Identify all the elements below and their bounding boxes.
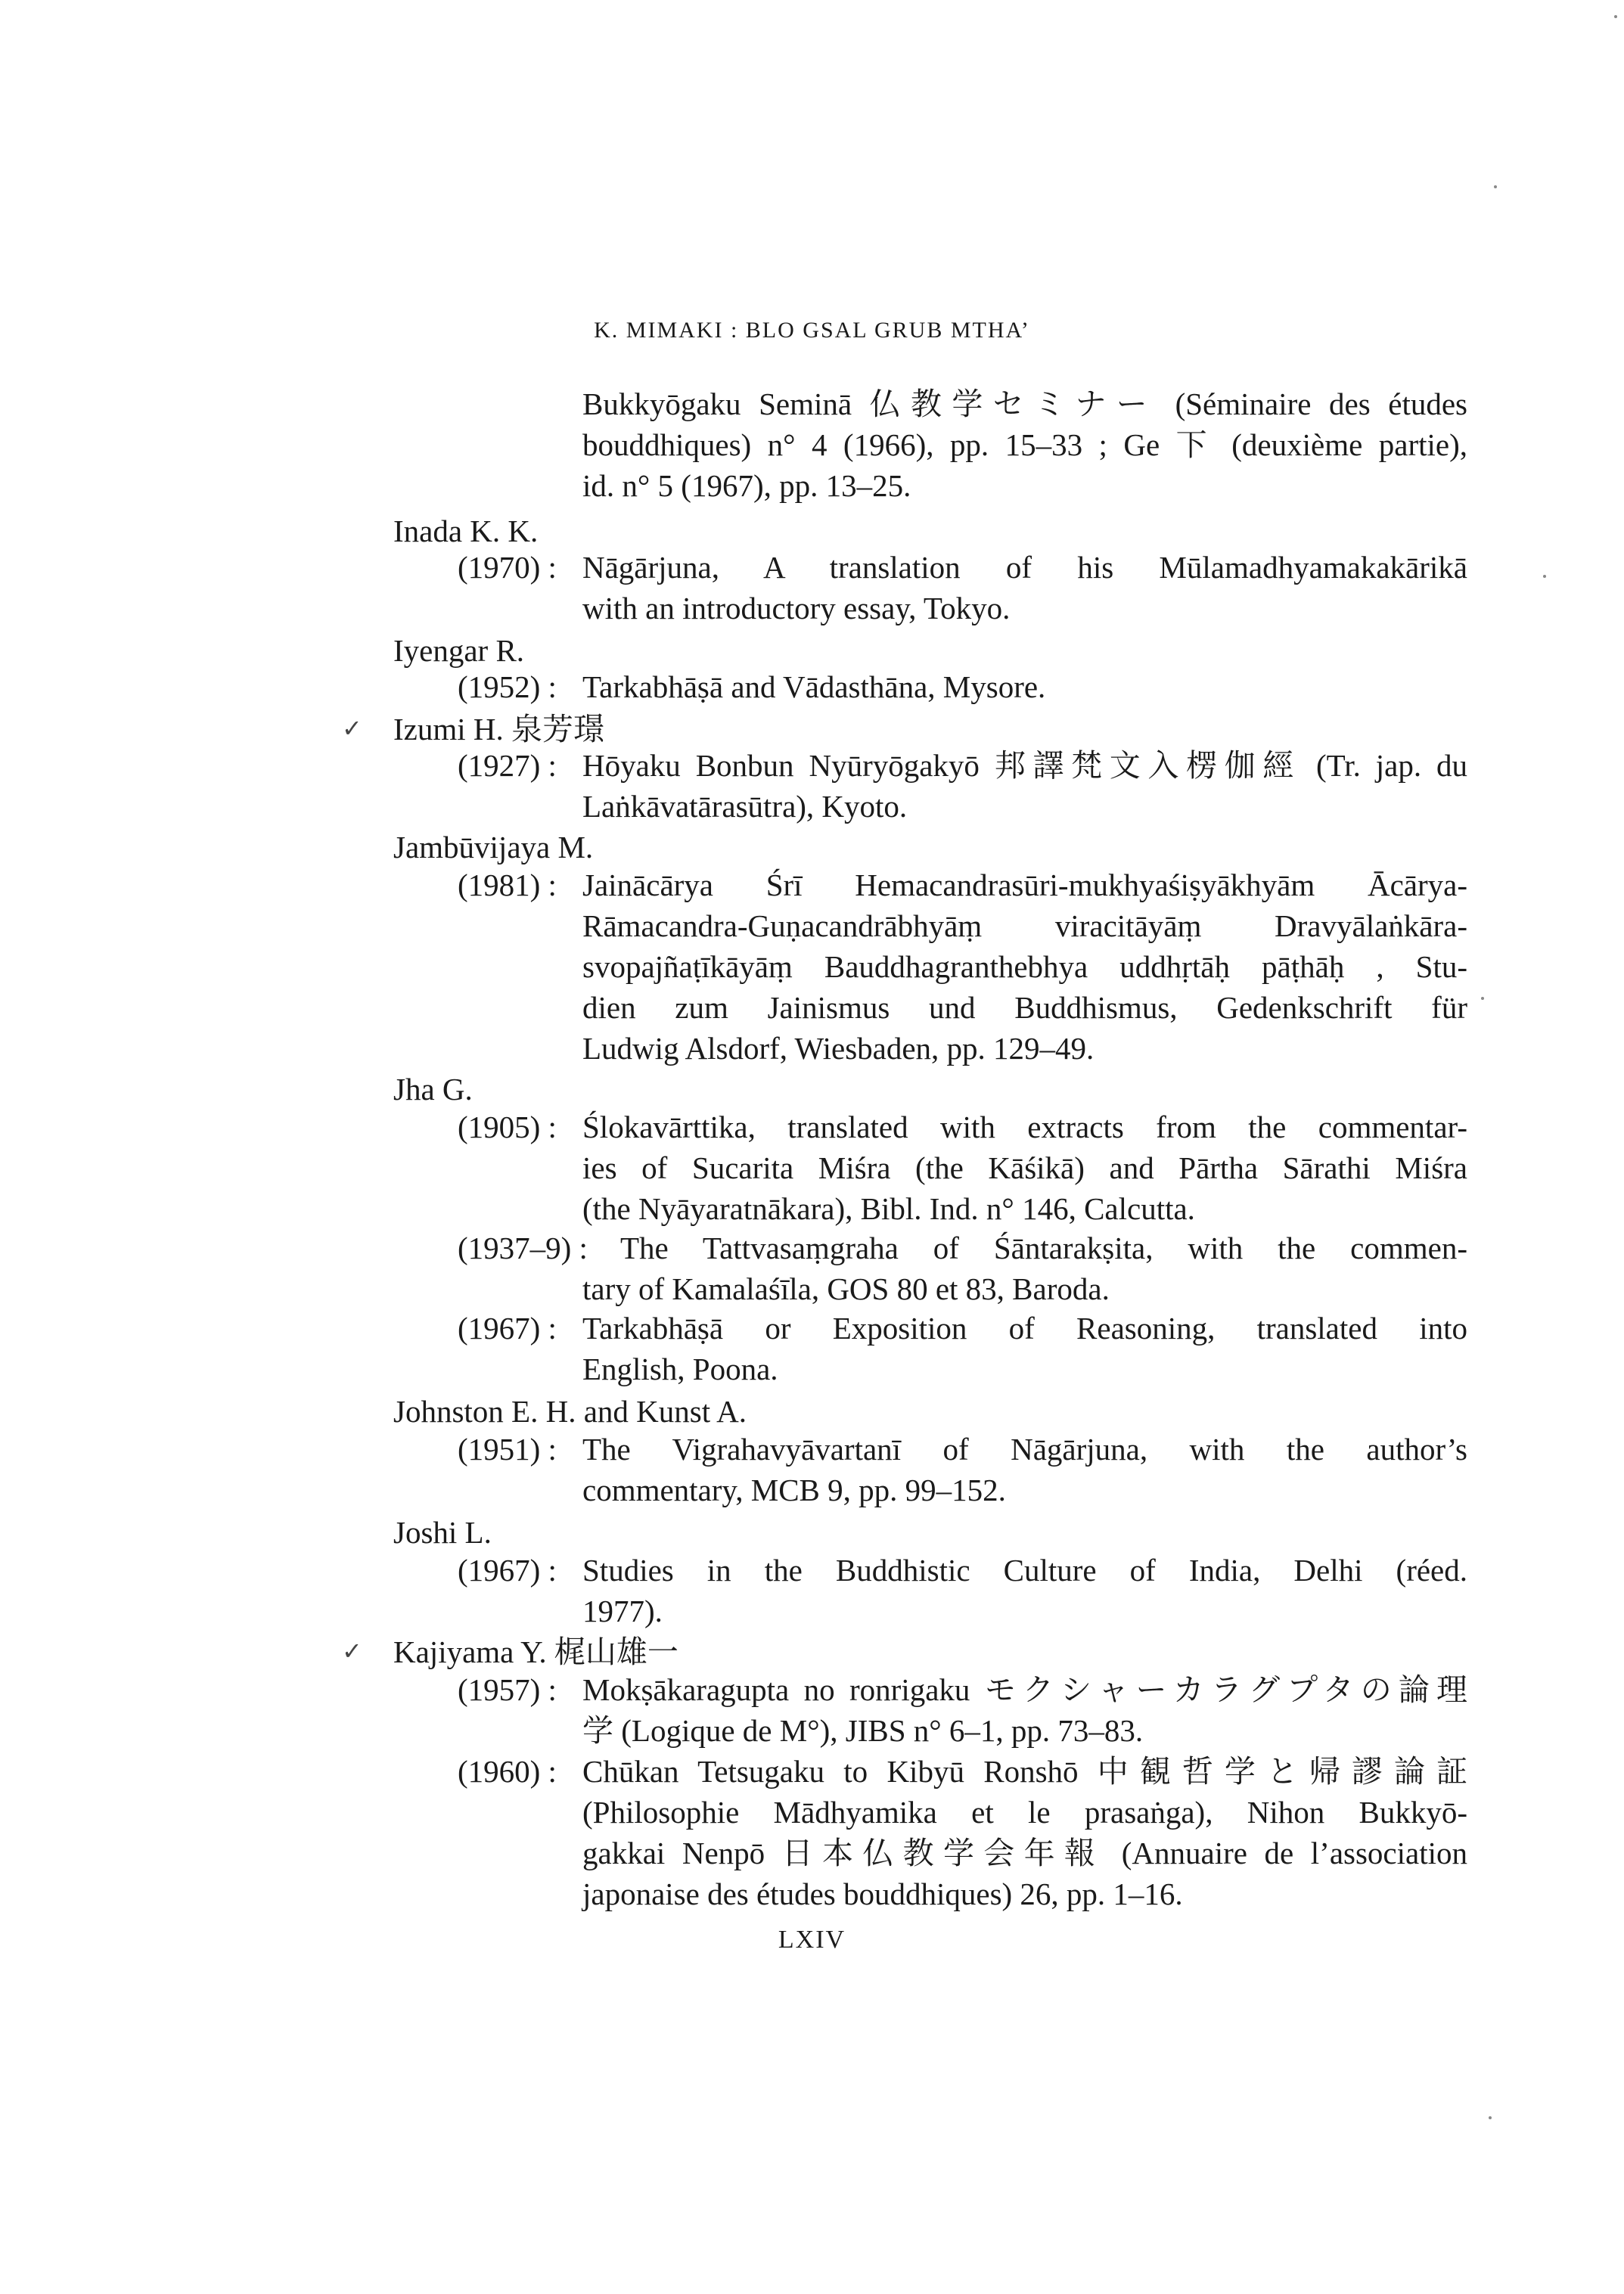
scan-speck (1614, 15, 1617, 18)
entry-text: The Vigrahavyāvartanī of Nāgārjuna, with the author’s (582, 1432, 1467, 1467)
entry-text: Jainācārya Śrī Hemacandrasūri-mukhyaśiṣyākhyām Ācārya- (582, 868, 1467, 902)
entry-text: Chūkan Tetsugaku to Kibyū Ronshō 中観哲学と帰謬論証 (582, 1754, 1467, 1789)
running-header: K. MIMAKI : BLO GSAL GRUB MTHA’ (594, 318, 1030, 343)
entry-text: (the Nyāyaratnākara), Bibl. Ind. n° 146, Calcutta. (582, 1191, 1195, 1226)
entry-year: (1927) : (458, 748, 557, 783)
entry-text: Hōyaku Bonbun Nyūryōgakyō 邦譯梵文入楞伽經 (Tr. jap. du (582, 748, 1467, 783)
entry-text: id. n° 5 (1967), pp. 13–25. (582, 468, 911, 503)
entry-year: (1937–9) : (458, 1231, 588, 1265)
entry-text: Ludwig Alsdorf, Wiesbaden, pp. 129–49. (582, 1031, 1095, 1066)
entry-text: (Philosophie Mādhyamika et le prasaṅga), Nihon Bukkyō- (582, 1795, 1467, 1830)
entry-text: svopajñaṭīkāyāṃ Bauddhagranthebhya uddhṛtāḥ pāṭhāḥ , Stu- (582, 949, 1467, 984)
entry-year: (1967) : (458, 1311, 557, 1346)
scan-speck (1543, 575, 1546, 578)
entry-year: (1951) : (458, 1432, 557, 1467)
scan-speck (1494, 185, 1497, 188)
entry-year: (1957) : (458, 1672, 557, 1707)
entry-year: (1952) : (458, 669, 557, 704)
entry-year: (1981) : (458, 868, 557, 902)
entry-text: commentary, MCB 9, pp. 99–152. (582, 1473, 1006, 1507)
entry-text: 1977). (582, 1594, 663, 1628)
entry-text: Laṅkāvatārasūtra), Kyoto. (582, 789, 908, 824)
author-name: Johnston E. H. and Kunst A. (393, 1394, 747, 1429)
entry-text: Tarkabhāṣā and Vādasthāna, Mysore. (582, 669, 1046, 704)
entry-text: dien zum Jainismus und Buddhismus, Gedenkschrift für (582, 990, 1467, 1025)
entry-text: Studies in the Buddhistic Culture of India, Delhi (réed. (582, 1553, 1467, 1588)
entry-text: bouddhiques) n° 4 (1966), pp. 15–33 ; Ge 下 (deuxième partie), (582, 427, 1467, 462)
entry-text: with an introductory essay, Tokyo. (582, 591, 1011, 625)
author-name: Izumi H. 泉芳璟 (393, 712, 604, 747)
author-name: Iyengar R. (393, 633, 525, 668)
author-name: Kajiyama Y. 梶山雄一 (393, 1634, 678, 1669)
scan-speck (1481, 997, 1484, 1000)
entry-year: (1905) : (458, 1110, 557, 1144)
check-mark-icon: ✓ (342, 714, 362, 743)
entry-text: English, Poona. (582, 1352, 778, 1386)
entry-text: japonaise des études bouddhiques) 26, pp. 1–16. (582, 1876, 1183, 1911)
entry-text: Mokṣākaragupta no ronrigaku モクシャーカラグプタの論理 (582, 1672, 1467, 1707)
entry-text: Nāgārjuna, A translation of his Mūlamadhyamakakārikā (582, 550, 1467, 585)
entry-text: Ślokavārttika, translated with extracts from the commentar- (582, 1110, 1467, 1144)
author-name: Joshi L. (393, 1515, 492, 1550)
entry-text: 学 (Logique de M°), JIBS n° 6–1, pp. 73–83. (582, 1713, 1144, 1748)
author-name: Inada K. K. (393, 514, 539, 548)
entry-year: (1970) : (458, 550, 557, 585)
entry-text: tary of Kamalaśīla, GOS 80 et 83, Baroda. (582, 1271, 1110, 1306)
entry-text: ies of Sucarita Miśra (the Kāśikā) and Pārtha Sārathi Miśra (582, 1150, 1467, 1185)
scan-speck (1489, 2116, 1492, 2119)
check-mark-icon: ✓ (342, 1637, 362, 1665)
entry-text: Rāmacandra-Guṇacandrābhyāṃ viracitāyāṃ Dravyālaṅkāra- (582, 908, 1467, 943)
entry-year: (1967) : (458, 1553, 557, 1588)
entry-text: The Tattvasaṃgraha of Śāntarakṣita, with the commen- (620, 1231, 1467, 1265)
entry-text: Bukkyōgaku Seminā 仏教学セミナー (Séminaire des études (582, 386, 1467, 421)
page-number: LXIV (778, 1926, 846, 1954)
author-name: Jha G. (393, 1072, 473, 1107)
entry-text: gakkai Nenpō 日本仏教学会年報 (Annuaire de l’association (582, 1836, 1467, 1870)
author-name: Jambūvijaya M. (393, 830, 594, 865)
entry-text: Tarkabhāṣā or Exposition of Reasoning, translated into (582, 1311, 1467, 1346)
entry-year: (1960) : (458, 1754, 557, 1789)
